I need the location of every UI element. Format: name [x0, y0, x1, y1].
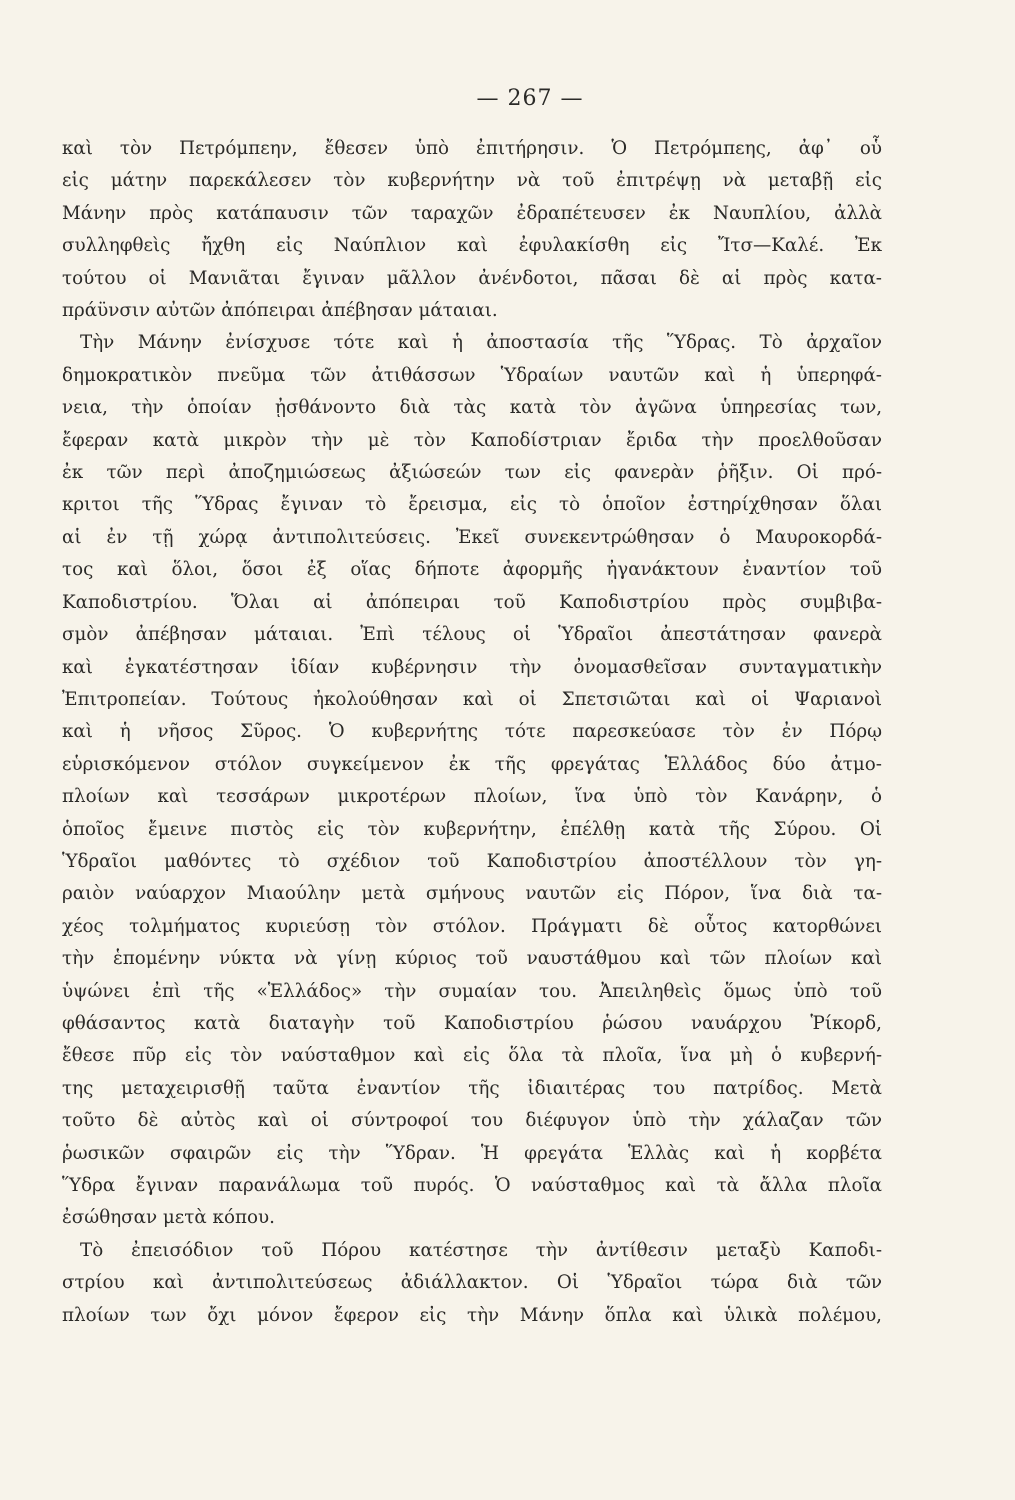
text-line: Ὕδρα ἔγιναν παρανάλωμα τοῦ πυρός. Ὁ ναύσταθμος καὶ τὰ ἄλλα πλοῖα	[62, 1175, 882, 1196]
text-line: Ὑδραῖοι μαθόντες τὸ σχέδιον τοῦ Καποδιστρίου ἀποστέλλουν τὸν γη-	[62, 850, 882, 872]
text-line: στρίου καὶ ἀντιπολιτεύσεως ἀδιάλλακτον. Οἱ Ὑδραῖοι τώρα διὰ τῶν	[62, 1272, 882, 1294]
text-line: σμὸν ἀπέβησαν μάταιαι. Ἐπὶ τέλους οἱ Ὑδραῖοι ἀπεστάτησαν φανερὰ	[62, 624, 882, 646]
text-line: Καποδιστρίου. Ὅλαι αἱ ἀπόπειραι τοῦ Καποδιστρίου πρὸς συμβιβα-	[62, 591, 882, 613]
text-line: εἰς μάτην παρεκάλεσεν τὸν κυβερνήτην νὰ τοῦ ἐπιτρέψῃ νὰ μεταβῇ εἰς	[62, 170, 882, 192]
text-line: τούτου οἱ Μανιᾶται ἔγιναν μᾶλλον ἀνένδοτοι, πᾶσαι δὲ αἱ πρὸς κατα-	[62, 267, 882, 289]
text-line: τὴν ἑπομένην νύκτα νὰ γίνῃ κύριος τοῦ ναυστάθμου καὶ τῶν πλοίων καὶ	[62, 948, 882, 970]
text-line: χέος τολμήματος κυριεύσῃ τὸν στόλον. Πράγματι δὲ οὗτος κατορθώνει	[62, 915, 882, 937]
text-line: Ἐπιτροπείαν. Τούτους ἠκολούθησαν καὶ οἱ Σπετσιῶται καὶ οἱ Ψαριανοὶ	[62, 688, 882, 710]
text-line: ἐσώθησαν μετὰ κόπου.	[62, 1207, 275, 1229]
text-line: τος καὶ ὅλοι, ὅσοι ἐξ οἵας δήποτε ἀφορμῆς ἠγανάκτουν ἐναντίον τοῦ	[62, 559, 882, 581]
text-line: φθάσαντος κατὰ διαταγὴν τοῦ Καποδιστρίου ῥώσου ναυάρχου Ῥίκορδ,	[62, 1012, 882, 1034]
text-line: τοῦτο δὲ αὐτὸς καὶ οἱ σύντροφοί του διέφυγον ὑπὸ τὴν χάλαζαν τῶν	[62, 1110, 882, 1132]
text-line: πλοίων των ὄχι μόνον ἔφερον εἰς τὴν Μάνην ὅπλα καὶ ὑλικὰ πολέμου,	[62, 1304, 882, 1326]
text-line: ὁποῖος ἔμεινε πιστὸς εἰς τὸν κυβερνήτην, ἐπέλθῃ κατὰ τῆς Σύρου. Οἱ	[62, 818, 882, 840]
paragraph	[62, 1235, 882, 1332]
paragraph	[62, 327, 882, 1234]
text-line: πράϋνσιν αὐτῶν ἀπόπειραι ἀπέβησαν μάταιαι.	[62, 300, 498, 322]
page-body-text	[62, 133, 882, 1332]
text-line: Τὴν Μάνην ἐνίσχυσε τότε καὶ ἡ ἀποστασία τῆς Ὕδρας. Τὸ ἀρχαῖον	[80, 332, 882, 354]
text-line: ἔθεσε πῦρ εἰς τὸν ναύσταθμον καὶ εἰς ὅλα τὰ πλοῖα, ἵνα μὴ ὁ κυβερνή-	[62, 1045, 882, 1067]
text-line: ἐκ τῶν περὶ ἀποζημιώσεως ἀξιώσεών των εἰς φανερὰν ῥῆξιν. Οἱ πρό-	[62, 462, 882, 484]
text-line: πλοίων καὶ τεσσάρων μικροτέρων πλοίων, ἵνα ὑπὸ τὸν Κανάρην, ὁ	[62, 786, 882, 808]
text-line: ραιὸν ναύαρχον Μιαούλην μετὰ σμήνους ναυτῶν εἰς Πόρον, ἵνα διὰ τα-	[62, 883, 882, 905]
text-line: ῥωσικῶν σφαιρῶν εἰς τὴν Ὕδραν. Ἡ φρεγάτα Ἑλλὰς καὶ ἡ κορβέτα	[62, 1142, 882, 1164]
text-line: καὶ ἐγκατέστησαν ἰδίαν κυβέρνησιν τὴν ὀνομασθεῖσαν συνταγματικὴν	[62, 656, 882, 678]
text-line: Τὸ ἐπεισόδιον τοῦ Πόρου κατέστησε τὴν ἀντίθεσιν μεταξὺ Καποδι-	[80, 1239, 882, 1261]
text-line: ὑψώνει ἐπὶ τῆς «Ἑλλάδος» τὴν συμαίαν του. Ἀπειληθεὶς ὅμως ὑπὸ τοῦ	[62, 980, 882, 1002]
text-line: ἔφεραν κατὰ μικρὸν τὴν μὲ τὸν Καποδίστριαν ἔριδα τὴν προελθοῦσαν	[62, 429, 882, 451]
text-line: εὑρισκόμενον στόλον συγκείμενον ἐκ τῆς φρεγάτας Ἑλλάδος δύο ἀτμο-	[62, 753, 882, 775]
paragraph	[62, 133, 882, 327]
page-number: — 267 —	[476, 86, 584, 111]
text-line: καὶ ἡ νῆσος Σῦρος. Ὁ κυβερνήτης τότε παρεσκεύασε τὸν ἐν Πόρῳ	[62, 721, 882, 743]
text-line: νεια, τὴν ὁποίαν ᾐσθάνοντο διὰ τὰς κατὰ τὸν ἀγῶνα ὑπηρεσίας των,	[62, 397, 882, 419]
text-line: συλληφθεὶς ἤχθη εἰς Ναύπλιον καὶ ἐφυλακίσθη εἰς Ἴτσ—Καλέ. Ἐκ	[62, 235, 882, 257]
text-line: αἱ ἐν τῇ χώρᾳ ἀντιπολιτεύσεις. Ἐκεῖ συνεκεντρώθησαν ὁ Μαυροκορδά-	[62, 526, 882, 548]
text-line: Μάνην πρὸς κατάπαυσιν τῶν ταραχῶν ἐδραπέτευσεν ἐκ Ναυπλίου, ἀλλὰ	[62, 202, 882, 224]
text-line: κριτοι τῆς Ὕδρας ἔγιναν τὸ ἔρεισμα, εἰς τὸ ὁποῖον ἐστηρίχθησαν ὅλαι	[62, 494, 882, 516]
text-line: της μεταχειρισθῇ ταῦτα ἐναντίον τῆς ἰδιαιτέρας του πατρίδος. Μετὰ	[62, 1077, 882, 1099]
text-line: δημοκρατικὸν πνεῦμα τῶν ἀτιθάσσων Ὑδραίων ναυτῶν καὶ ἡ ὑπερηφά-	[62, 364, 882, 386]
text-line: καὶ τὸν Πετρόμπεην, ἔθεσεν ὑπὸ ἐπιτήρησιν. Ὁ Πετρόμπεης, ἀφ᾽ οὗ	[62, 138, 882, 159]
